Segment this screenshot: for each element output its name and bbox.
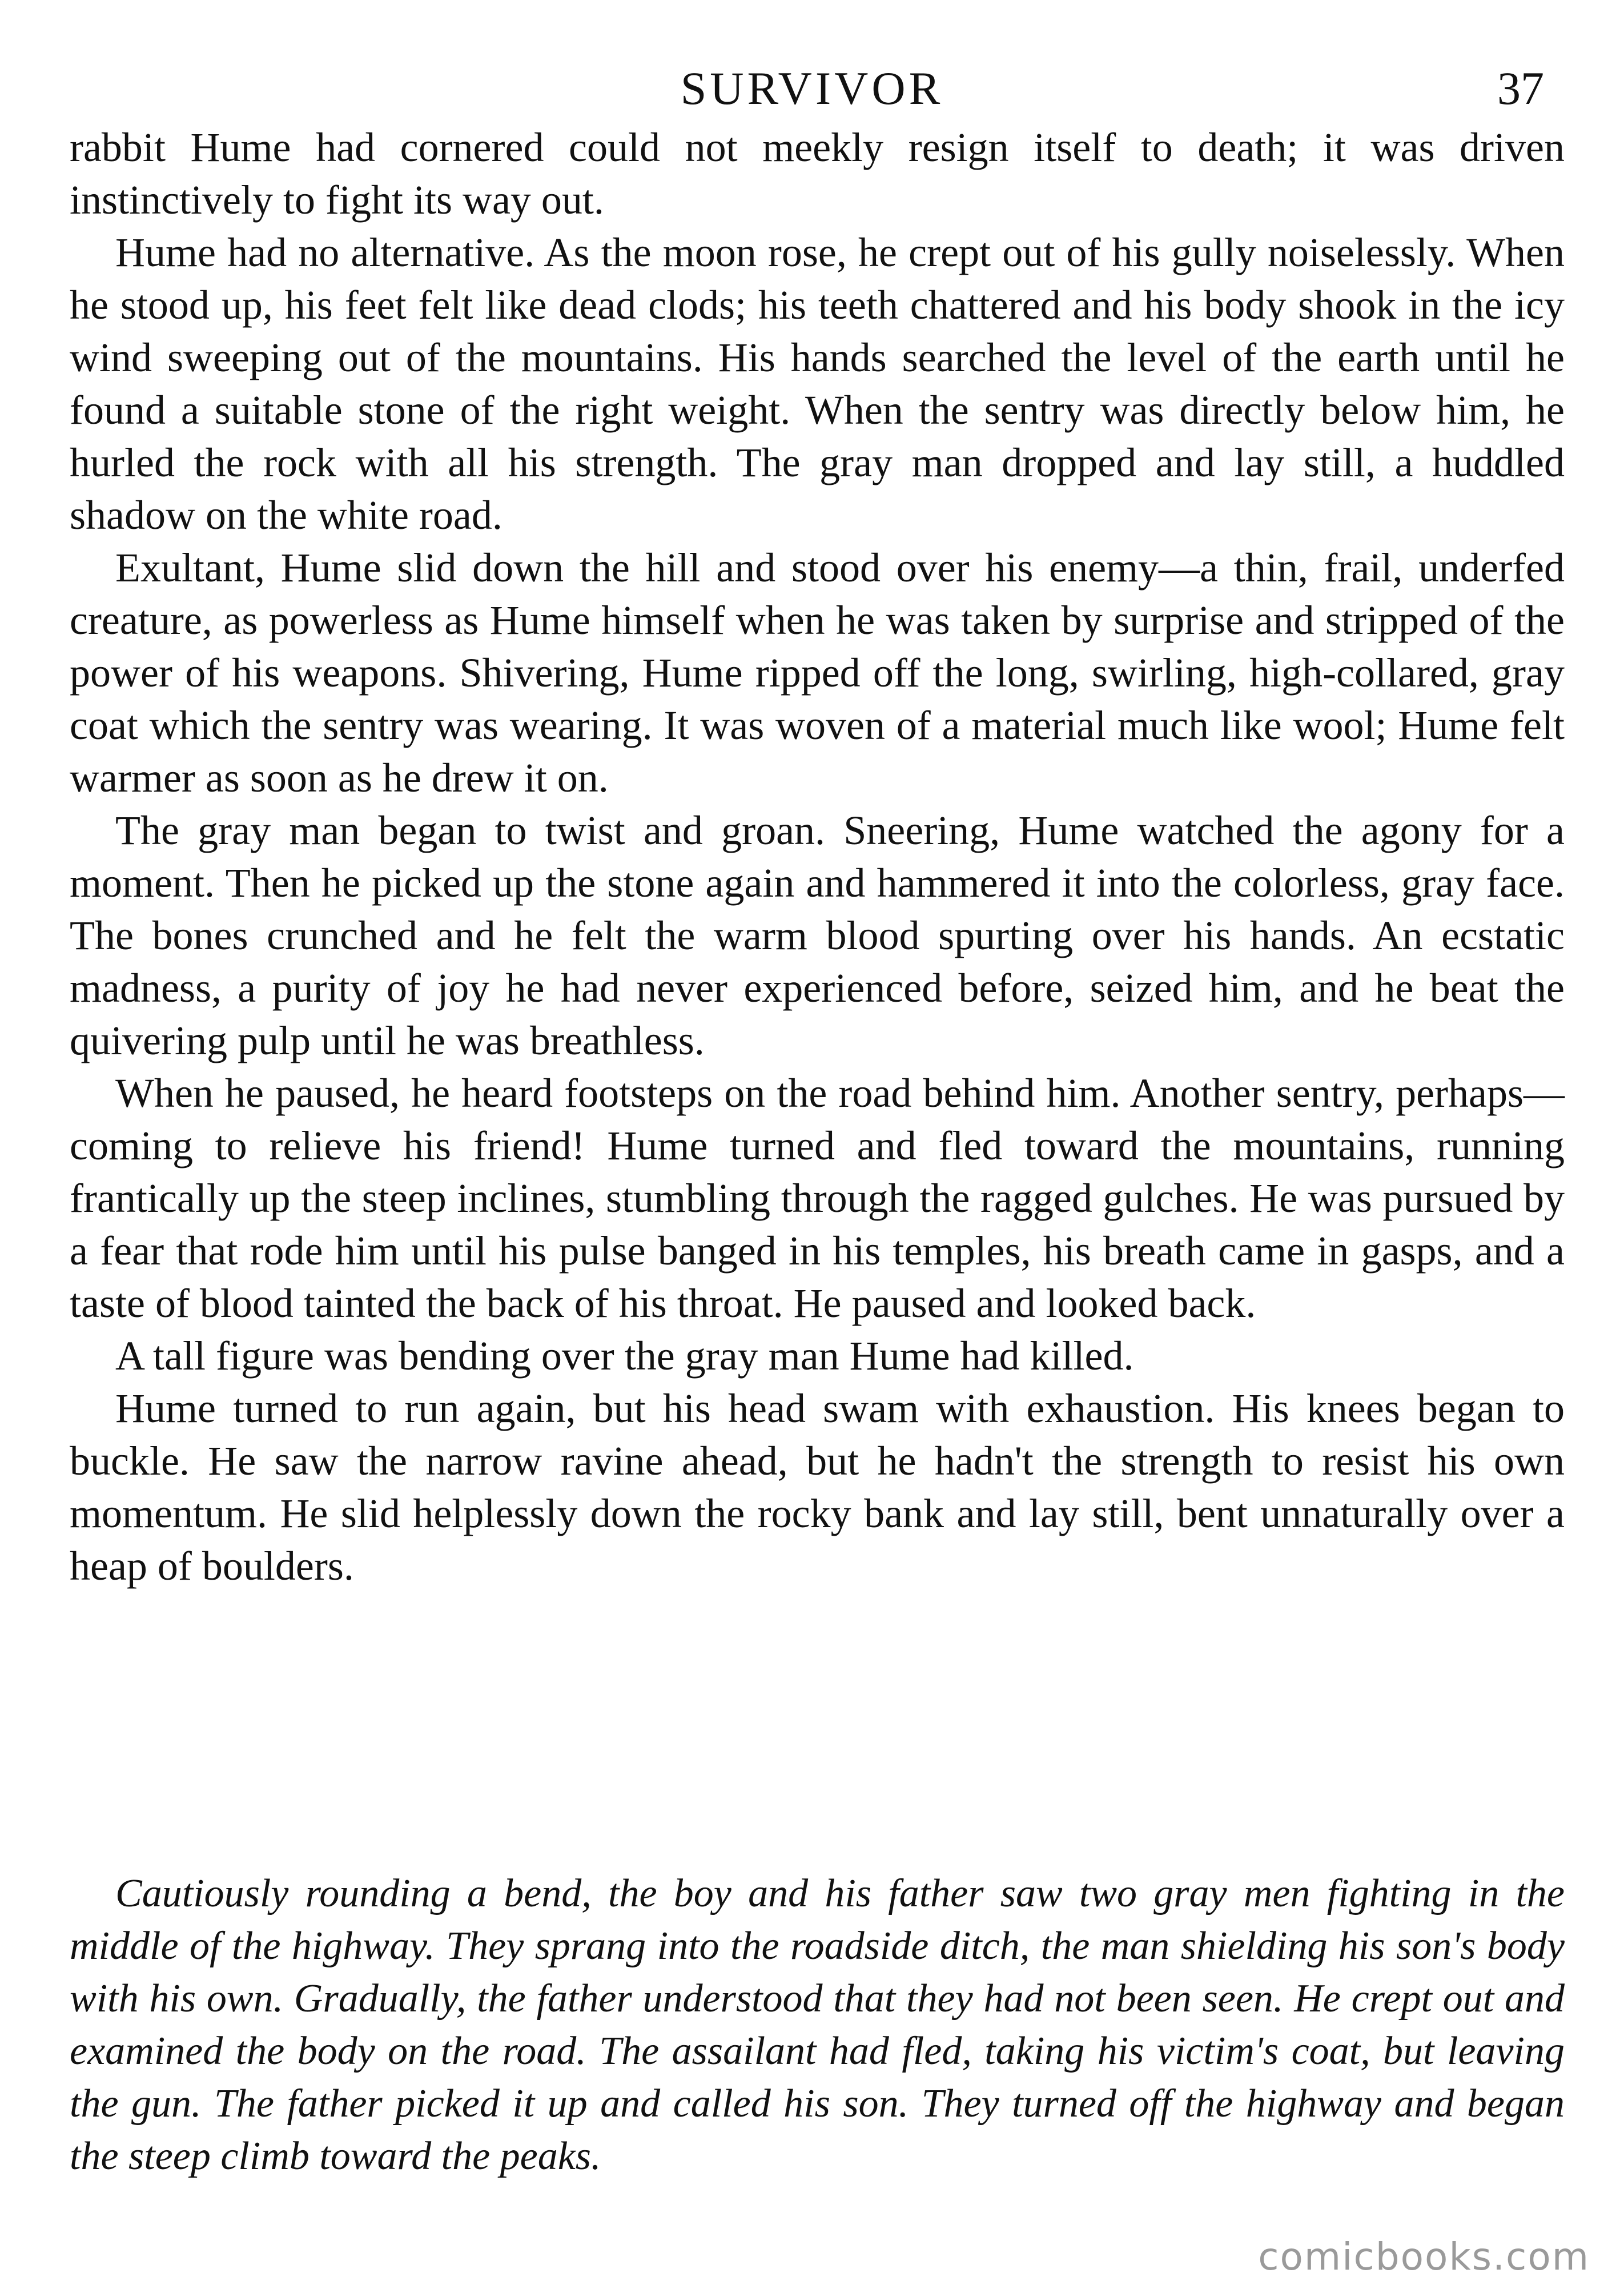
paragraph: Hume turned to run again, but his head swam with exhaustion. His knees began to buckle. He saw the narrow ravine ahead, but he hadn't the strength to resist his own momentum. He slid helplessly down the rocky bank and lay still, bent unnaturally over a heap of boulders. — [70, 1386, 1565, 1589]
paragraph: rabbit Hume had cornered could not meekly resign itself to death; it was driven instinctively to fight its way out. — [70, 125, 1565, 223]
body-text — [70, 121, 1565, 1592]
italic-section — [70, 1868, 1565, 2183]
running-head — [69, 57, 1555, 120]
paragraph: The gray man began to twist and groan. Sneering, Hume watched the agony for a moment. Then he picked up the stone again and hammered it into the colorless, gray face. The bones crunched and he felt the warm blood spurting over his hands. An ecstatic madness, a purity of joy he had never experienced before, seized him, and he beat the quivering pulp until he was breathless. — [70, 808, 1565, 1063]
italic-paragraph: Cautiously rounding a bend, the boy and his father saw two gray men fighting in the middle of the highway. They sprang into the roadside ditch, the man shielding his son's body with his own. Gradually, the father understood that they had not been seen. He crept out and examined the body on the road. The assailant had fled, taking his victim's coat, but leaving the gun. The father picked it up and called his son. They turned off the highway and began the steep climb toward the peaks. — [70, 1872, 1565, 2178]
watermark: comicbooks.com — [1258, 2235, 1590, 2279]
paragraph: Hume had no alternative. As the moon rose, he crept out of his gully noiselessly. When he stood up, his feet felt like dead clods; his teeth chattered and his body shook in the icy wind sweeping out of the mountains. His hands searched the level of the earth until he found a suitable stone of the right weight. When the sentry was directly below him, he hurled the rock with all his strength. The gray man dropped and lay still, a huddled shadow on the white road. — [70, 230, 1565, 538]
paragraph: When he paused, he heard footsteps on the road behind him. Another sentry, perhaps—coming to relieve his friend! Hume turned and fled toward the mountains, running frantically up the steep inclines, stumbling through the ragged gulches. He was pursued by a fear that rode him until his pulse banged in his temples, his breath came in gasps, and a taste of blood tainted the back of his throat. He paused and looked back. — [70, 1070, 1565, 1326]
running-title: SURVIVOR — [680, 62, 944, 114]
paragraph: A tall figure was bending over the gray man Hume had killed. — [115, 1333, 1134, 1379]
paragraph: Exultant, Hume slid down the hill and stood over his enemy—a thin, frail, underfed creature, as powerless as Hume himself when he was taken by surprise and stripped of the power of his weapons. Shivering, Hume ripped off the long, swirling, high-collared, gray coat which the sentry was wearing. It was woven of a material much like wool; Hume felt warmer as soon as he drew it on. — [70, 545, 1565, 801]
page-number: 37 — [1497, 62, 1544, 114]
